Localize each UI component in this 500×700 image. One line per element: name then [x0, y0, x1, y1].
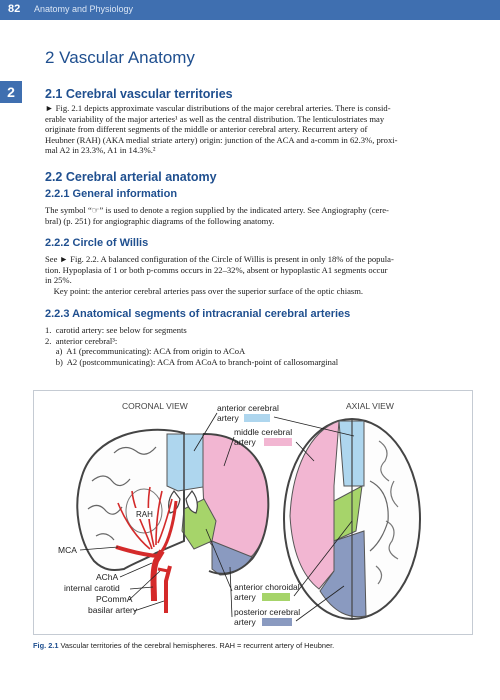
caption-text: Vascular territories of the cerebral hemispheres. RAH = recurrent artery of Heubner.: [60, 641, 335, 650]
label-mca: MCA: [58, 545, 77, 555]
pca-swatch: [262, 618, 292, 626]
text-line: mal A2 in 23.3%, A1 in 14.3%.²: [45, 145, 156, 156]
text-line: Heubner (RAH) (AKA medial striate artery) origin: junction of the ACA and a-comm in 62.3%, proxi-: [45, 134, 398, 145]
text-line: The symbol “☞” is used to denote a region supplied by the indicated artery. See Angiography (cere-: [45, 205, 389, 215]
coronal-view-title: CORONAL VIEW: [122, 401, 188, 411]
caption-label: Fig. 2.1: [33, 641, 59, 650]
label-acha: AChA: [96, 572, 119, 582]
label-anterior-choroidal-2: artery: [234, 592, 256, 602]
section-heading-2-2: 2.2 Cerebral arterial anatomy: [45, 170, 217, 184]
text-line: erable variability of the major arteries¹ as well as the central distribution. The lenticulostriates may: [45, 113, 385, 124]
chapter-tab: 2: [0, 81, 22, 103]
label-anterior-choroidal: anterior choroidal: [234, 582, 300, 592]
text-line: originate from different segments of the middle or anterior cerebral artery. Recurrent artery of: [45, 124, 368, 135]
label-anterior-cerebral: anterior cerebral: [217, 403, 279, 413]
segments-list: [45, 325, 338, 367]
list-item: 1. carotid artery: see below for segments: [45, 325, 187, 335]
section-heading-2-2-2: 2.2.2 Circle of Willis: [45, 237, 149, 249]
basilar-artery: [166, 566, 170, 613]
text-line: tion. Hypoplasia of 1 or both p-comms occurs in 22–32%, absent or hypoplastic A1 segments occur: [45, 264, 388, 275]
chapter-title: 2 Vascular Anatomy: [45, 48, 195, 67]
text-line: bral) (p. 251) for angiographic diagrams of the following anatomy.: [45, 215, 275, 226]
list-item: b) A2 (postcommunicating): ACA from ACoA to branch-point of callosomarginal: [45, 356, 339, 367]
page-number: 82: [8, 3, 21, 15]
text-line: in 25%.: [45, 275, 72, 286]
acha-swatch: [262, 593, 290, 601]
list-item: 2. anterior cerebral³:: [45, 335, 118, 346]
label-rah: RAH: [136, 510, 153, 519]
figure-2-1: [33, 390, 473, 635]
text-line: ► Fig. 2.1 depicts approximate vascular distributions of the major cerebral arteries. There is consid-: [45, 103, 391, 113]
label-posterior-cerebral: posterior cerebral: [234, 607, 301, 617]
section-2-2-2-text: [45, 254, 462, 296]
section-2-1-text: [45, 103, 462, 156]
pcomm-artery: [158, 569, 168, 571]
list-item: a) A1 (precommunicating): ACA from origin to ACoA: [45, 346, 246, 357]
axial-view-title: AXIAL VIEW: [346, 401, 394, 411]
section-2-2-1-text: [45, 205, 462, 226]
running-header: [0, 0, 500, 20]
aca-swatch: [244, 414, 270, 422]
mca-swatch: [264, 438, 292, 446]
label-posterior-cerebral-2: artery: [234, 617, 256, 627]
label-middle-cerebral-2: artery: [234, 437, 256, 447]
section-heading-2-2-1: 2.2.1 General information: [45, 188, 178, 200]
aca-territory-coronal: [167, 434, 203, 491]
section-heading-2-1: 2.1 Cerebral vascular territories: [45, 87, 233, 101]
label-middle-cerebral: middle cerebral: [234, 427, 293, 437]
axial-view: [284, 419, 420, 619]
label-basilar-artery: basilar artery: [88, 605, 138, 615]
label-internal-carotid: internal carotid: [64, 583, 120, 593]
label-pcomma: PCommA: [96, 594, 133, 604]
section-heading-2-2-3: 2.2.3 Anatomical segments of intracranial cerebral arteries: [45, 308, 351, 320]
figure-caption: [33, 641, 334, 650]
text-line: See ► Fig. 2.2. A balanced configuration of the Circle of Willis is present in only 18% of the popula-: [45, 254, 394, 264]
label-anterior-cerebral-2: artery: [217, 413, 239, 423]
key-point-line: Key point: the anterior cerebral arteries pass over the superior surface of the optic chiasm.: [45, 285, 364, 296]
vascular-territories-diagram: [34, 391, 472, 634]
running-title: Anatomy and Physiology: [34, 4, 134, 14]
